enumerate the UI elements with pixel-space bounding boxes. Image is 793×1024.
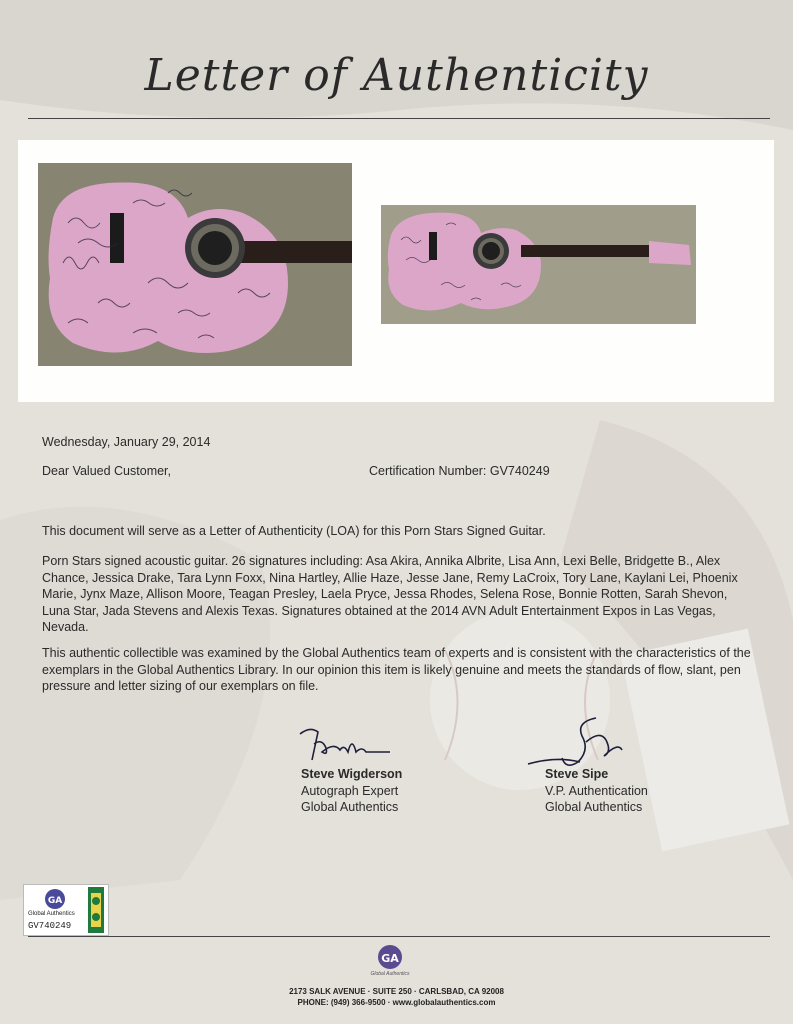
hologram-sticker-icon [88,887,104,933]
signature-wigderson [296,722,396,766]
signer-title: Autograph Expert [301,783,399,798]
signer-name: Steve Wigderson [301,767,403,781]
signer-name: Steve Sipe [545,767,609,781]
header-rule [28,118,770,119]
seal-org: Global Authentics [28,911,75,917]
global-authentics-logo-icon [372,943,408,971]
opinion-paragraph: This authentic collectible was examined by the Global Authentics team of experts and is consistent with the characteristics of the exemplars in the Global Authentics Library. In our opinion this item is likely genuine and meets the standards of flow, slant, pen pressure and letter sizing of our exemplars on file. [42,646,751,693]
svg-text:GA: GA [47,896,63,906]
footer-logo-text: Global Authentics [370,971,410,977]
footer-address: 2173 SALK AVENUE · SUITE 250 · CARLSBAD, CA 92008 [289,987,504,996]
document-title: Letter of Authenticity [144,50,649,101]
hologram-logo-icon [44,888,66,910]
signer-block-wigderson [301,766,402,816]
guitar-photo-large [38,163,352,366]
guitar-photo-small [381,205,696,324]
signer-title: V.P. Authentication [545,783,648,798]
description-paragraph: Porn Stars signed acoustic guitar. 26 signatures including: Asa Akira, Annika Albrite, Lisa Ann, Lexi Belle, Bridgette B., Alex Chance, Jessica Drake, Tara Lynn Foxx, Nina Hartley, Allie Haze, Jesse Jane, Remy LaCroix, Tory Lane, Kaylani Lei, Phoenix Marie, Jynx Maze, Allison Moore, Teagan Presley, Laela Pryce, Jessa Rhodes, Selena Rose, Bonnie Rotten, Sarah Shevon, Luna Star, Jada Stevens and Alexis Texas. Signatures obtained at the 2014 AVN Adult Entertainment Expos in Las Vegas, Nevada. [42,554,738,634]
signature-sipe [526,712,636,774]
letter-date: Wednesday, January 29, 2014 [42,435,211,449]
authentication-seal [23,884,109,936]
signer-block-sipe [545,766,648,816]
certification-number: Certification Number: GV740249 [369,464,550,478]
footer-contact: PHONE: (949) 366-9500 · www.globalauthentics.com [297,998,496,1007]
seal-number: GV740249 [28,921,72,931]
greeting: Dear Valued Customer, [42,464,171,478]
signer-company: Global Authentics [301,800,399,814]
signer-company: Global Authentics [545,800,643,814]
svg-text:GA: GA [381,952,399,965]
footer-rule [28,936,770,937]
intro-paragraph: This document will serve as a Letter of Authenticity (LOA) for this Porn Stars Signed Guitar. [42,524,546,538]
